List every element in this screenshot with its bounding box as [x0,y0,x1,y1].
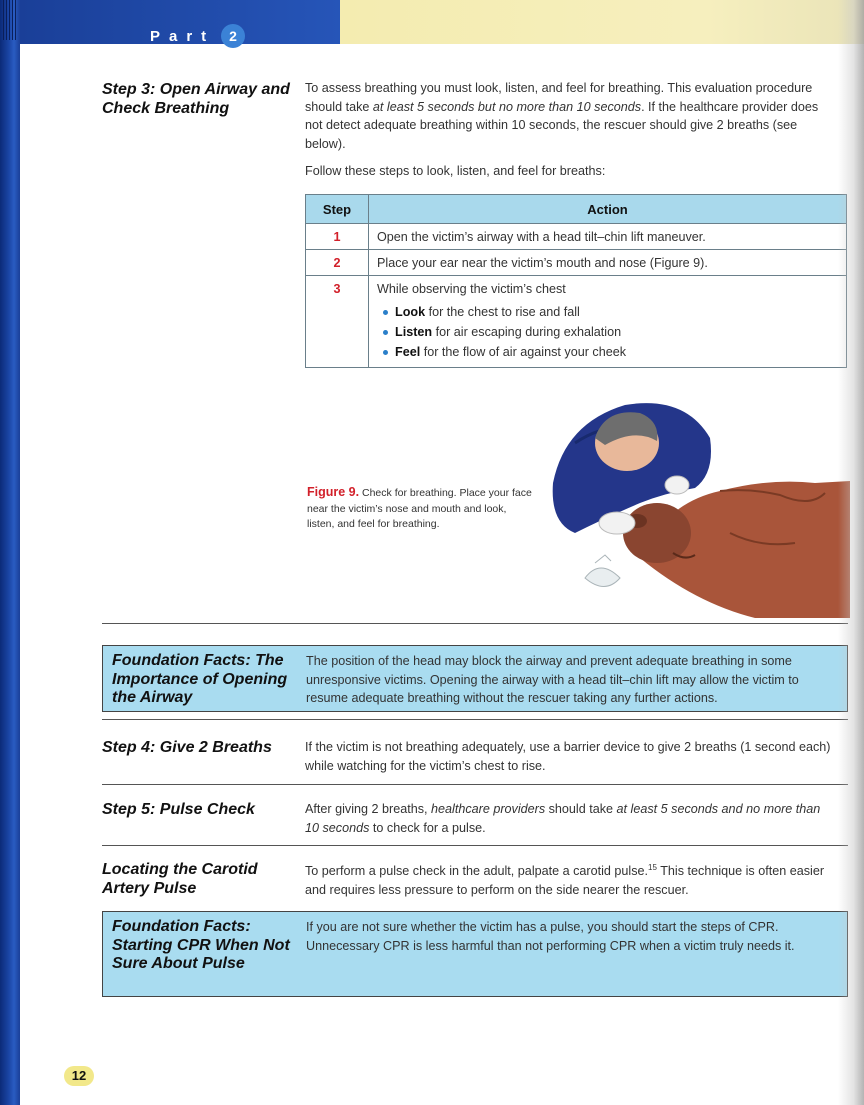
step-number: 2 [306,250,369,276]
list-item [395,322,838,342]
section-divider [102,623,848,624]
step-action: Place your ear near the victim’s mouth and nose (Figure 9). [369,250,847,276]
page-edges [3,0,17,40]
figure-caption-text: Check for breathing. Place your face near the victim’s nose and mouth and look, listen, and feel for breathing. [307,487,532,530]
foundation-facts-cpr-box [102,911,848,997]
header-yellow-band [340,0,864,44]
step-number: 3 [306,276,369,368]
table-row [306,224,847,250]
step5-text [305,800,835,837]
table-header-row [306,195,847,224]
text-run: To assess breathing you must look, listen, and feel for breathing. This evaluation procedure should take [305,81,813,114]
part-label: Part [150,28,216,45]
bullet-text: for air escaping during exhalation [432,325,622,339]
ff-cpr-title: Foundation Facts: Starting CPR When Not Sure About Pulse [112,918,290,972]
ff-airway-title: Foundation Facts: The Importance of Opening the Airway [112,652,288,706]
list-item [395,302,838,322]
section-divider [102,719,848,720]
emphasis-run: at least 5 seconds and no more than 10 seconds [305,802,821,835]
text-run: After giving 2 breaths, [305,802,432,816]
step4-text: If the victim is not breathing adequately, use a barrier device to give 2 breaths (1 second each) while watching for the victim’s chest to rise. [305,740,831,773]
text-run: . If the healthcare provider does not detect adequate breathing within 10 seconds, the rescuer should give 2 breaths (see below). [305,99,819,151]
table-row [306,276,847,368]
column-header-action: Action [369,195,847,224]
figure-label: Figure 9. [307,485,360,499]
emphasis-run: at least 5 seconds but no more than 10 seconds [372,99,642,114]
ff-cpr-text: If you are not sure whether the victim has a pulse, you should start the steps of CPR. Unnecessary CPR is less harmful than not performing CPR when a victim truly needs it. [306,920,795,953]
step3-body [305,79,835,190]
step3-heading: Step 3: Open Airway and Check Breathing [102,81,290,117]
breathing-steps-table [305,194,847,368]
text-run: This technique is often easier and requires less pressure to perform on the side nearer the rescuer. [305,864,825,897]
text-run: to check for a pulse. [369,820,486,835]
section-divider [102,784,848,785]
bullet-list [377,302,838,362]
step-action-cell [369,276,847,368]
foundation-facts-airway-box [102,645,848,712]
carotid-heading: Locating the Carotid Artery Pulse [102,861,258,897]
step-action: While observing the victim’s chest [377,282,566,296]
section-divider [102,845,848,846]
bullet-bold: Listen [395,325,433,339]
bullet-text: for the chest to rise and fall [425,305,580,319]
list-item [395,342,838,362]
step5-heading: Step 5: Pulse Check [102,801,255,818]
page-number: 12 [64,1066,94,1086]
step4-heading: Step 4: Give 2 Breaths [102,739,272,756]
step3-paragraph [305,79,835,153]
bullet-text: for the flow of air against your cheek [420,345,627,359]
bullet-bold: Look [395,305,426,319]
text-run: To perform a pulse check in the adult, palpate a carotid pulse. [305,864,649,879]
part-number-badge: 2 [221,24,245,48]
book-spine-edge [0,0,20,1105]
column-header-step: Step [306,195,369,224]
carotid-text [305,859,835,899]
step-action: Open the victim’s airway with a head tilt–chin lift maneuver. [369,224,847,250]
table-row [306,250,847,276]
ff-airway-text: The position of the head may block the airway and prevent adequate breathing in some unresponsive victims. Opening the airway with a head tilt–chin lift may allow the victim to resume adequate breathing without the rescuer taking any further actions. [306,654,799,705]
step-number: 1 [306,224,369,250]
step3-intro-steps: Follow these steps to look, listen, and feel for breaths: [305,164,606,178]
footnote-reference: 15 [648,863,657,872]
rescuer-checking-breathing-illustration [545,383,850,618]
figure9-caption [307,485,532,533]
text-run: should take [545,802,617,816]
bullet-bold: Feel [395,345,421,359]
emphasis-run: healthcare providers [431,802,546,816]
